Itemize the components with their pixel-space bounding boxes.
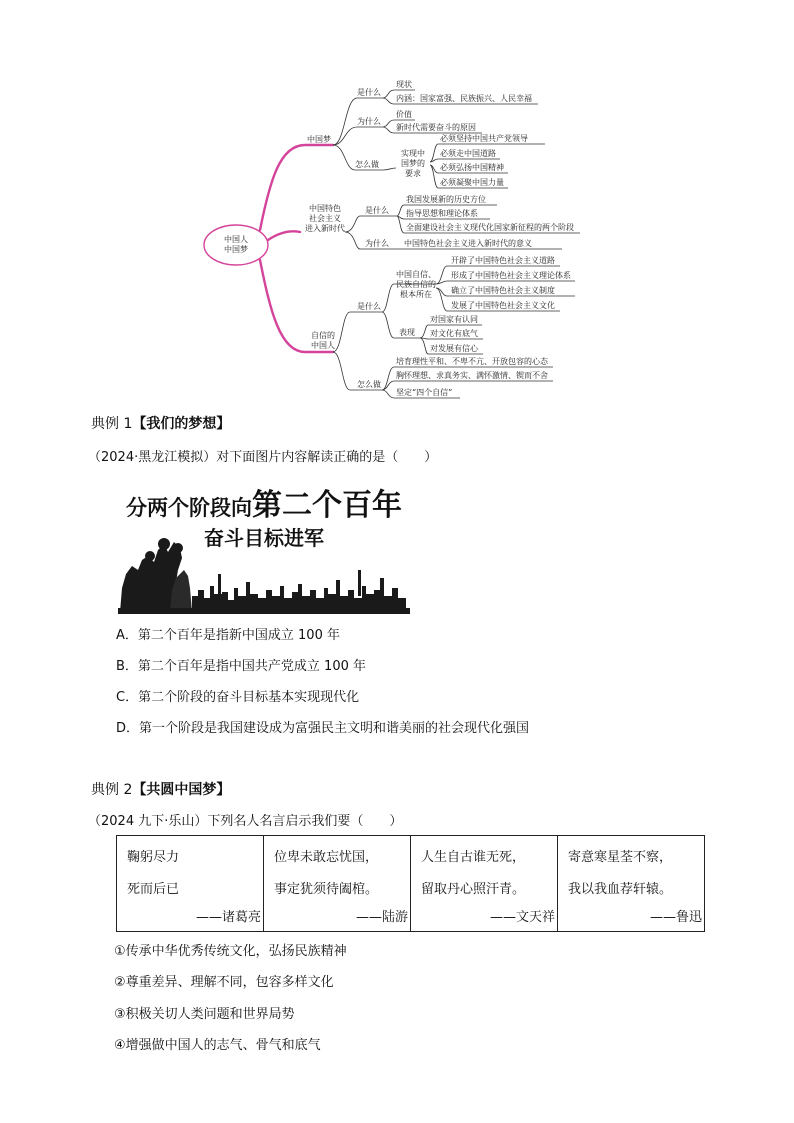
example1-option-b: B．第二个百年是指中国共产党成立 100 年 (116, 659, 366, 674)
quote-line: 位卑未敢忘忧国， (274, 850, 379, 865)
branch-new-era-line: 进入新时代 (305, 224, 345, 233)
branch-confident-line: 中国人 (311, 341, 335, 350)
b2-what-item: 全面建设社会主义现代化国家新征程的两个阶段 (406, 223, 574, 232)
quotes-row (117, 836, 705, 932)
mind-map-connectors (0, 0, 794, 410)
b3-g1-item: 形成了中国特色社会主义理论体系 (451, 271, 571, 280)
poster-image (118, 478, 410, 614)
b1-why-label: 为什么 (357, 117, 381, 126)
b3-g1-item: 发展了中国特色社会主义文化 (451, 301, 555, 310)
b1-how-item: 必须坚持中国共产党领导 (440, 134, 528, 143)
example1-option-d: D．第一个阶段是我国建设成为富强民主文明和谐美丽的社会现代化强国 (116, 721, 530, 736)
poster-subline: 奋斗目标进军 (204, 526, 324, 550)
quote-cell (117, 836, 264, 932)
b3-how-item: 培育理性平和、不卑不亢、开放包容的心态 (396, 357, 548, 366)
b1-how-item: 必须凝聚中国力量 (440, 178, 504, 187)
b3-g1-item: 确立了中国特色社会主义制度 (451, 286, 555, 295)
b2-what-item: 我国发展新的历史方位 (406, 195, 486, 204)
quotes-table (116, 835, 705, 932)
quote-line: 死而后已 (127, 882, 180, 897)
quote-line: 寄意寒星荃不察， (568, 850, 673, 865)
b1-what-item: 内涵：国家富强、民族振兴、人民幸福 (396, 94, 532, 103)
b3-g2-item: 对国家有认同 (430, 315, 478, 324)
quote-line: 事定犹须待阖棺。 (274, 882, 379, 897)
poster-headline-big: 第二个百年 (252, 488, 402, 523)
b3-what-label: 是什么 (357, 302, 381, 311)
b2-why-label: 为什么 (365, 239, 389, 248)
root-node (204, 235, 268, 255)
b3-g2-item: 对文化有底气 (430, 329, 478, 338)
b1-how-label: 怎么做 (355, 160, 379, 169)
quote-author: ——鲁迅 (649, 910, 702, 925)
b1-how-item: 必须弘扬中国精神 (440, 163, 504, 172)
b1-how-group-line: 实现中 (401, 149, 425, 158)
b3-how-label: 怎么做 (357, 380, 381, 389)
root-node-line2: 中国梦 (224, 245, 248, 254)
root-node-line1: 中国人 (224, 235, 248, 244)
example1-title-prefix: 典例 1 (91, 416, 133, 432)
example2-item-2: ②尊重差异、理解不同，包容多样文化 (114, 975, 334, 990)
example2-item-3: ③积极关切人类问题和世界局势 (114, 1007, 295, 1022)
quote-line: 留取丹心照汗青。 (421, 882, 526, 897)
quote-line: 鞠躬尽力 (127, 850, 180, 865)
quote-line: 人生自古谁无死， (421, 850, 526, 865)
b3-how-item: 坚定“四个自信” (396, 388, 453, 397)
poster-skyline-graphic (118, 478, 410, 614)
example1-title (91, 413, 230, 433)
example1-title-bold: 【我们的梦想】 (132, 416, 231, 432)
b1-how-group (396, 149, 430, 179)
b3-g1-line: 根本所在 (400, 290, 432, 299)
b1-why-item: 新时代需要奋斗的原因 (396, 123, 476, 132)
example2-question: （2024 九下·乐山）下列名人名言启示我们要（ ） (88, 814, 403, 829)
branch-dream: 中国梦 (307, 135, 331, 144)
b3-g1-item: 开辟了中国特色社会主义道路 (451, 256, 555, 265)
b3-g1-line: 中国自信、 (396, 270, 436, 279)
quote-author: ——诸葛亮 (195, 910, 261, 925)
b2-what-item: 指导思想和理论体系 (406, 209, 478, 218)
example1-option-a: A．第二个百年是指新中国成立 100 年 (116, 628, 340, 643)
example1-option-c: C．第二个阶段的奋斗目标基本实现现代化 (116, 690, 360, 705)
b3-g1-line: 民族自信的 (396, 280, 436, 289)
example2-item-1: ①传承中华优秀传统文化，弘扬民族精神 (114, 944, 347, 959)
example1-question: （2024·黑龙江模拟）对下面图片内容解读正确的是（ ） (88, 450, 438, 465)
branch-new-era-line: 中国特色 (309, 204, 341, 213)
b3-g2-label: 表现 (399, 328, 415, 337)
quote-author: ——陆游 (355, 910, 408, 925)
b1-how-group-line: 国梦的 (401, 159, 425, 168)
quote-author: ——文天祥 (489, 910, 555, 925)
b2-what-label: 是什么 (365, 206, 389, 215)
branch-confident-line: 自信的 (311, 331, 335, 340)
example2-item-4: ④增强做中国人的志气、骨气和底气 (114, 1038, 321, 1053)
example2-title (91, 779, 230, 799)
example2-title-prefix: 典例 2 (91, 782, 133, 798)
branch-confident (303, 331, 343, 351)
quote-cell (558, 836, 705, 932)
b1-what-label: 是什么 (357, 88, 381, 97)
b1-how-item: 必须走中国道路 (440, 149, 496, 158)
b1-why-item: 价值 (396, 110, 412, 119)
b2-why-item: 中国特色社会主义进入新时代的意义 (404, 239, 532, 248)
b3-g2-item: 对发展有信心 (430, 344, 478, 353)
b1-how-group-line: 要求 (405, 169, 421, 178)
example2-title-bold: 【共圆中国梦】 (132, 782, 231, 798)
b3-g1-label (394, 270, 438, 300)
poster-headline-small: 分两个阶段向 (126, 496, 252, 520)
quote-cell (411, 836, 558, 932)
branch-new-era-line: 社会主义 (309, 214, 341, 223)
b3-how-item: 胸怀理想、求真务实、满怀激情、锲而不舍 (396, 371, 548, 380)
b1-what-item: 现状 (396, 80, 412, 89)
branch-new-era (298, 204, 352, 234)
quote-cell (264, 836, 411, 932)
quote-line: 我以我血荐轩辕。 (568, 882, 673, 897)
